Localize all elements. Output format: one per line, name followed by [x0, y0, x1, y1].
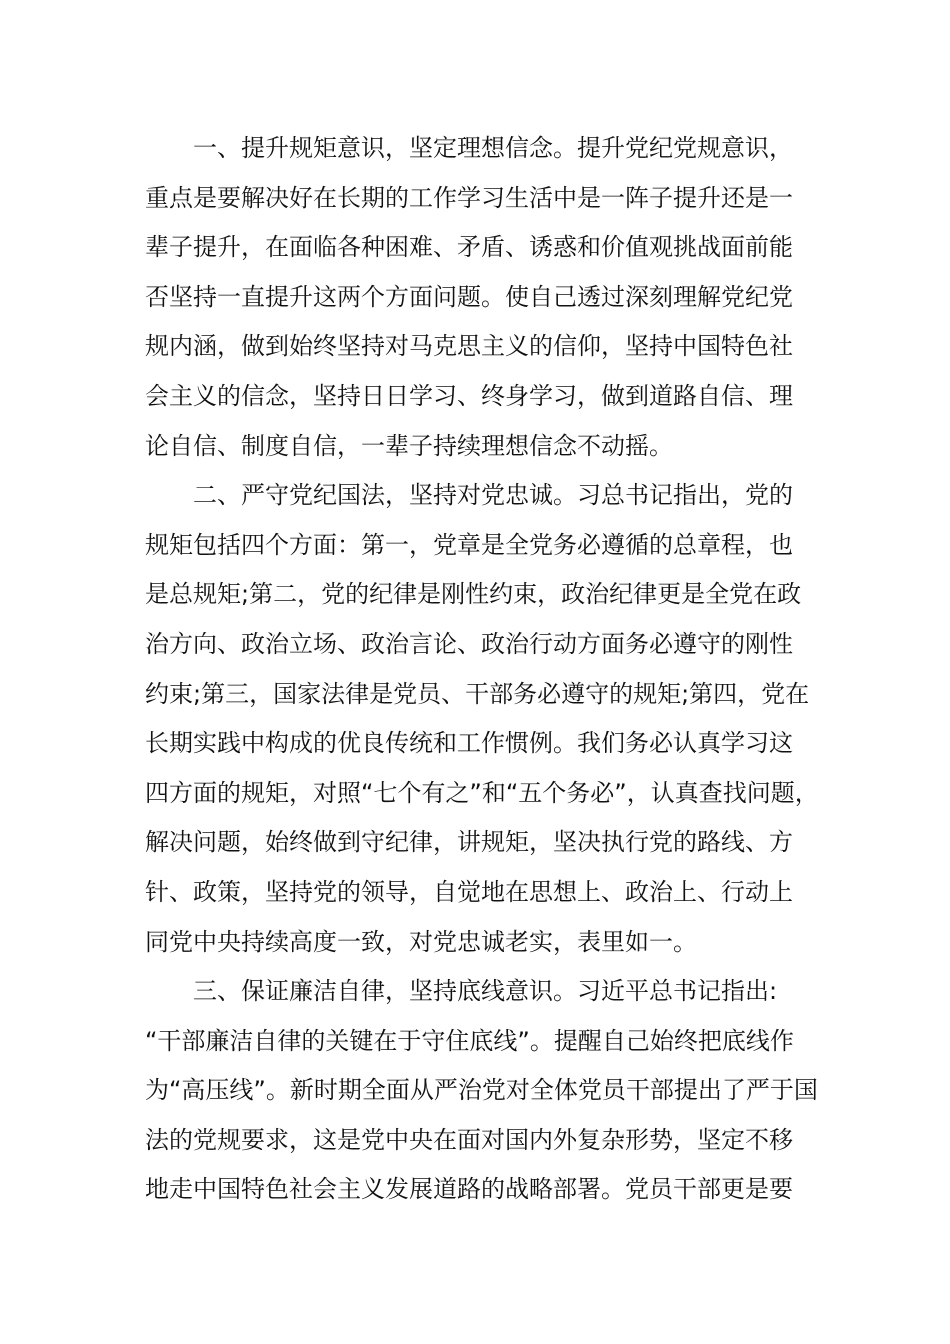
text-line: 地走中国特色社会主义发展道路的战略部署。党员干部更是要 — [145, 1175, 793, 1204]
text-line: 同党中央持续高度一致，对党忠诚老实，表里如一。 — [145, 927, 697, 956]
text-line: 约束;第三，国家法律是党员、干部务必遵守的规矩;第四，党在 — [145, 679, 810, 708]
text-line: 会主义的信念，坚持日日学习、终身学习，做到道路自信、理 — [145, 381, 793, 410]
text-line: 针、政策，坚持党的领导，自觉地在思想上、政治上、行动上 — [145, 877, 793, 906]
text-line: 否坚持一直提升这两个方面问题。使自己透过深刻理解党纪党 — [145, 282, 793, 311]
text-line: 论自信、制度自信，一辈子持续理想信念不动摇。 — [145, 431, 673, 460]
paragraph-3 — [145, 967, 818, 1215]
paragraph-1 — [145, 124, 809, 471]
text-line: 规内涵，做到始终坚持对马克思主义的信仰，坚持中国特色社 — [145, 332, 793, 361]
text-line: 为“高压线”。新时期全面从严治党对全体党员干部提出了严于国 — [145, 1076, 818, 1105]
text-line: 解决问题，始终做到守纪律，讲规矩，坚决执行党的路线、方 — [145, 828, 793, 857]
text-line: 二、严守党纪国法，坚持对党忠诚。习总书记指出，党的 — [193, 481, 793, 510]
text-line: 一、提升规矩意识，坚定理想信念。提升党纪党规意识， — [193, 134, 793, 162]
paragraph-2 — [145, 471, 819, 967]
document-body — [145, 124, 819, 1215]
text-line: 法的党规要求，这是党中央在面对国内外复杂形势，坚定不移 — [145, 1125, 793, 1154]
text-line: 规矩包括四个方面：第一，党章是全党务必遵循的总章程，也 — [145, 530, 793, 559]
text-line: 治方向、政治立场、政治言论、政治行动方面务必遵守的刚性 — [145, 629, 793, 658]
text-line: 长期实践中构成的优良传统和工作惯例。我们务必认真学习这 — [145, 729, 793, 758]
text-line: 辈子提升，在面临各种困难、矛盾、诱惑和价值观挑战面前能 — [145, 233, 793, 262]
text-line: “干部廉洁自律的关键在于守住底线”。提醒自己始终把底线作 — [145, 1026, 794, 1055]
text-line: 重点是要解决好在长期的工作学习生活中是一阵子提升还是一 — [145, 183, 793, 212]
text-line: 是总规矩;第二，党的纪律是刚性约束，政治纪律更是全党在政 — [145, 580, 802, 609]
text-line: 四方面的规矩，对照“七个有之”和“五个务必”，认真查找问题， — [145, 778, 819, 807]
text-line: 三、保证廉洁自律，坚持底线意识。习近平总书记指出: — [193, 977, 778, 1006]
